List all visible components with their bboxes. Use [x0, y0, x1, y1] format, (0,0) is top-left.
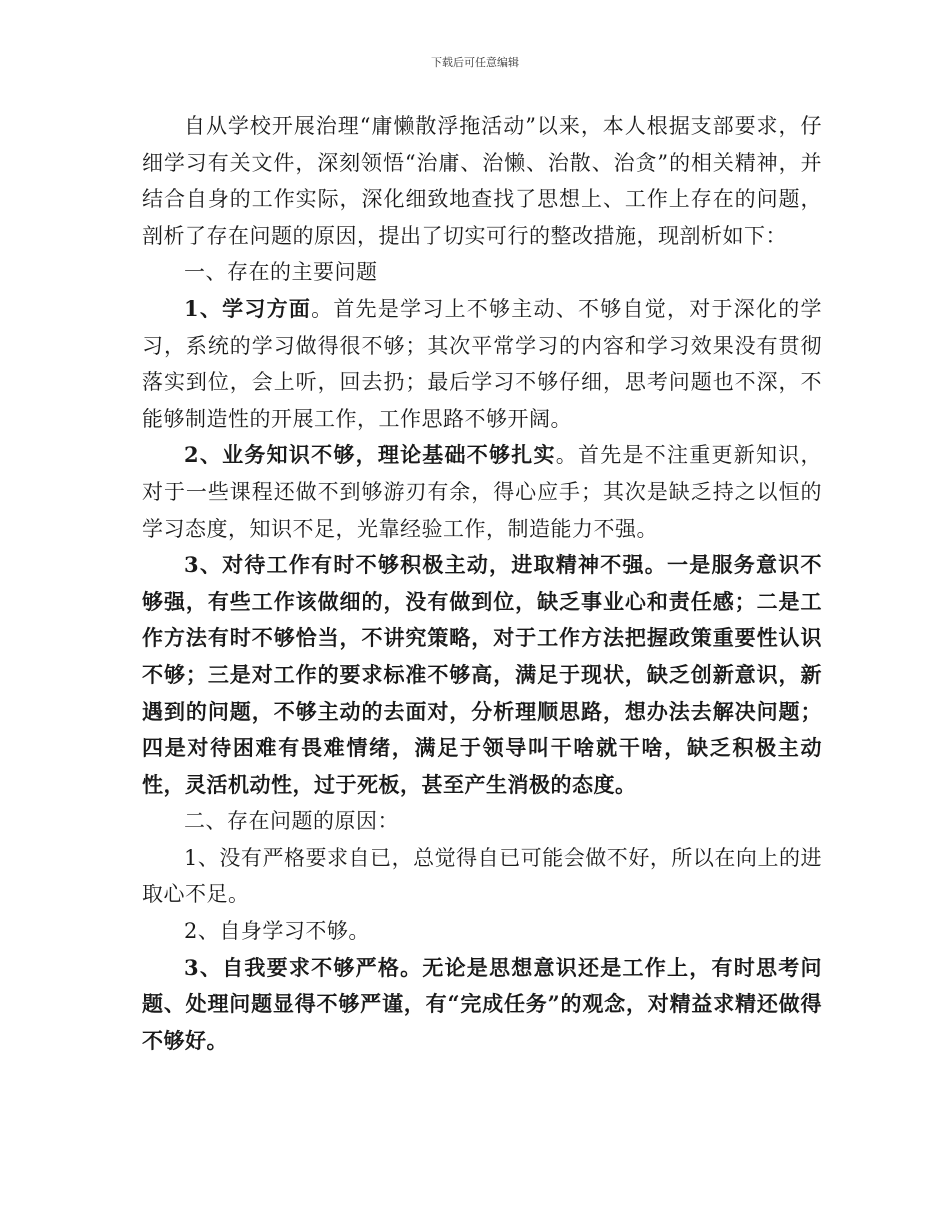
- problem-item-3: 3、对待工作有时不够积极主动，进取精神不强。一是服务意识不够强，有些工作该做细的，没有做到位，缺乏事业心和责任感；二是工作方法有时不够恰当，不讲究策略，对于工作方法把握政策重要性认识不够；三是对工作的要求标准不够高，满足于现状，缺乏创新意识，新遇到的问题，不够主动的去面对，分析理顺思路，想办法去解决问题；四是对待困难有畏难情绪，满足于领导叫干啥就干啥，缺乏积极主动性，灵活机动性，过于死板，甚至产生消极的态度。: [142, 552, 822, 797]
- problem-item-1: [142, 291, 822, 437]
- problem-item-2-body: 。首先是不注重更新知识，对于一些课程还做不到够游刃有余，得心应手；其次是缺乏持之以恒的学习态度，知识不足，光靠经验工作，制造能力不强。: [142, 443, 822, 541]
- problem-item-1-title: 1、学习方面: [184, 295, 312, 321]
- problem-item-1-body: 。首先是学习上不够主动、不够自觉，对于深化的学习，系统的学习做得很不够；其次平常学习的内容和学习效果没有贯彻落实到位，会上听，回去扔；最后学习不够仔细，思考问题也不深，不能够制造性的开展工作，工作思路不够开阔。: [142, 296, 822, 431]
- problem-item-2-title: 2、业务知识不够，理论基础不够扎实: [184, 442, 556, 468]
- cause-item-2: 2、自身学习不够。: [184, 919, 370, 944]
- section-heading-causes: 二、存在问题的原因：: [184, 809, 399, 834]
- problem-item-2: [142, 437, 822, 547]
- document-body: [142, 108, 822, 1059]
- page-header: 下载后可任意编辑: [431, 56, 519, 69]
- intro-paragraph: 自从学校开展治理“庸懒散浮拖活动”以来，本人根据支部要求，仔细学习有关文件，深刻领悟“治庸、治懒、治散、治贪”的相关精神，并结合自身的工作实际，深化细致地查找了思想上、工作上存在的问题，剖析了存在问题的原因，提出了切实可行的整改措施，现剖析如下：: [142, 114, 822, 248]
- cause-item-1: 1、没有严格要求自已，总觉得自已可能会做不好，所以在向上的进取心不足。: [142, 845, 822, 907]
- cause-item-3: 3、自我要求不够严格。无论是思想意识还是工作上，有时思考问题、处理问题显得不够严谨，有“完成任务”的观念，对精益求精还做得不够好。: [142, 954, 822, 1053]
- section-heading-problems: 一、存在的主要问题: [184, 260, 378, 285]
